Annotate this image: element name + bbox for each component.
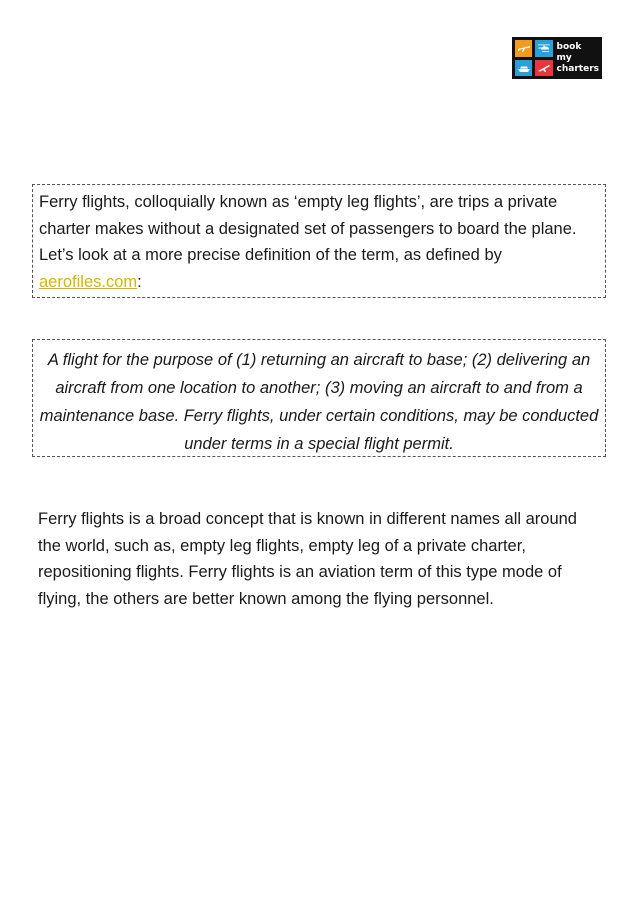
definition-quote-box bbox=[32, 339, 606, 457]
helicopter-icon bbox=[535, 40, 552, 57]
logo-line-book: book bbox=[556, 41, 582, 52]
body-paragraph: Ferry flights is a broad concept that is known in different names all around the world, such as, empty leg flights, empty leg of a private charter, repositioning flights. Ferry flights is an aviation term of this type mode of flying, the others are better known among the flying personnel. bbox=[38, 510, 577, 608]
intro-text: Ferry flights, colloquially known as ‘empty leg flights’, are trips a private charter makes without a designated set of passengers to board the plane. Let’s look at a more precise definition of the term, as defined by bbox=[39, 193, 577, 264]
body-section bbox=[38, 506, 598, 612]
jet-icon bbox=[535, 60, 552, 77]
plane-icon bbox=[515, 40, 532, 57]
logo-wordmark bbox=[553, 40, 599, 76]
intro-box bbox=[32, 184, 606, 298]
logo-icon-grid bbox=[515, 40, 553, 76]
yacht-icon bbox=[515, 60, 532, 77]
logo-line-charters: charters bbox=[556, 63, 599, 74]
logo-line-my: my bbox=[556, 52, 572, 63]
intro-paragraph bbox=[39, 189, 605, 295]
definition-quote: A flight for the purpose of (1) returning an aircraft to base; (2) delivering an aircraft from one location to another; (3) moving an aircraft to and from a maintenance base. Ferry flights, under certain conditions, may be conducted under terms in a special flight permit. bbox=[39, 351, 599, 453]
book-my-charters-logo bbox=[512, 37, 602, 79]
intro-colon: : bbox=[137, 272, 142, 291]
aerofiles-link[interactable]: aerofiles.com bbox=[39, 272, 138, 291]
